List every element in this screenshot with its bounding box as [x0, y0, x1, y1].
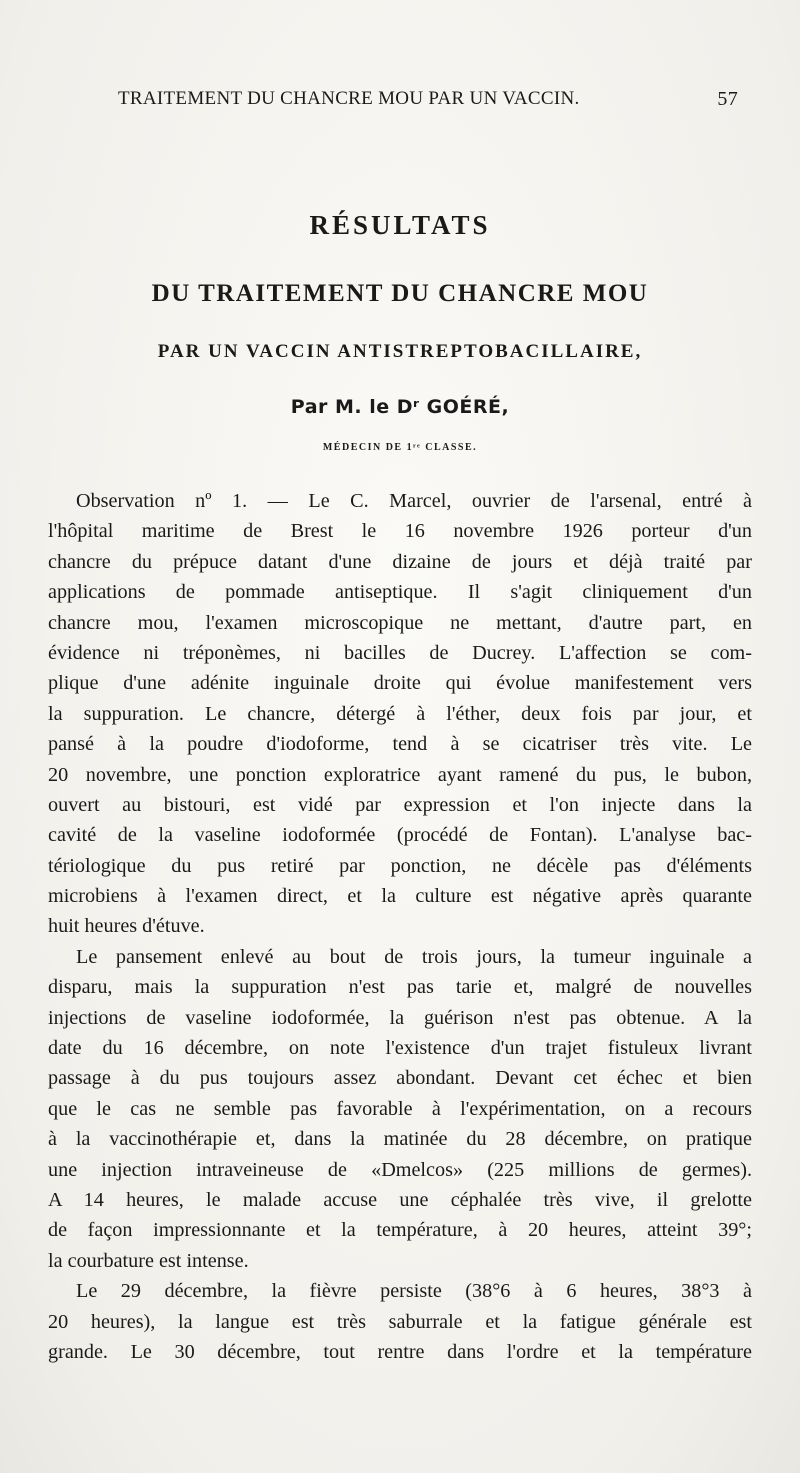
- body-line: une injection intraveineuse de «Dmelcos» (225 millions de germes).: [48, 1158, 752, 1181]
- body-line: injections de vaseline iodoformée, la guérison n'est pas obtenue. A la: [48, 1006, 752, 1029]
- body-line: grande. Le 30 décembre, tout rentre dans l'ordre et la température: [48, 1340, 752, 1363]
- body-line: disparu, mais la suppuration n'est pas tarie et, malgré de nouvelles: [48, 976, 752, 999]
- body-line: huit heures d'étuve.: [48, 915, 205, 938]
- body-line: microbiens à l'examen direct, et la culture est négative après quarante: [48, 885, 752, 908]
- body-line: 20 novembre, une ponction exploratrice ayant ramené du pus, le bubon,: [48, 763, 752, 786]
- body-line: évidence ni tréponèmes, ni bacilles de Ducrey. L'affection se com-: [48, 641, 752, 664]
- article-title-line-2: DU TRAITEMENT DU CHANCRE MOU: [151, 280, 649, 307]
- running-title: TRAITEMENT DU CHANCRE MOU PAR UN VACCIN.: [118, 88, 580, 109]
- body-line: Le 29 décembre, la fièvre persiste (38°6 à 6 heures, 38°3 à: [76, 1280, 752, 1303]
- body-line: A 14 heures, le malade accuse une céphalée très vive, il grelotte: [48, 1188, 752, 1211]
- article-title-line-3: PAR UN VACCIN ANTISTREPTOBACILLAIRE,: [157, 341, 643, 362]
- author-byline: Par M. le Dʳ GOÉRÉ,: [290, 396, 510, 418]
- body-line: Le pansement enlevé au bout de trois jours, la tumeur inguinale a: [76, 945, 752, 968]
- body-line: de façon impressionnante et la température, à 20 heures, atteint 39°;: [48, 1219, 752, 1242]
- running-header: [118, 88, 738, 118]
- body-line: chancre du prépuce datant d'une dizaine de jours et déjà traité par: [48, 550, 752, 573]
- body-line: applications de pommade antiseptique. Il s'agit cliniquement d'un: [48, 581, 752, 604]
- body-line: plique d'une adénite inguinale droite qui évolue manifestement vers: [48, 672, 752, 695]
- body-line: à la vaccinothérapie et, dans la matinée du 28 décembre, on pratique: [48, 1128, 752, 1151]
- body-line: ouvert au bistouri, est vidé par expression et l'on injecte dans la: [48, 793, 752, 816]
- body-line: la courbature est intense.: [48, 1249, 249, 1272]
- body-line: l'hôpital maritime de Brest le 16 novembre 1926 porteur d'un: [48, 520, 752, 543]
- body-line: pansé à la poudre d'iodoforme, tend à se cicatriser très vite. Le: [48, 733, 752, 756]
- body-line: que le cas ne semble pas favorable à l'expérimentation, on a recours: [48, 1097, 752, 1120]
- body-line: passage à du pus toujours assez abondant. Devant cet échec et bien: [48, 1067, 752, 1090]
- body-line: 20 heures), la langue est très saburrale et la fatigue générale est: [48, 1310, 752, 1333]
- page-number: 57: [717, 88, 738, 110]
- article-body: [48, 486, 752, 1367]
- article-title-line-1: RÉSULTATS: [309, 210, 491, 240]
- body-line: cavité de la vaseline iodoformée (procédé de Fontan). L'analyse bac-: [48, 824, 752, 847]
- author-rank: MÉDECIN DE 1ʳᵉ CLASSE.: [322, 442, 478, 453]
- body-line: date du 16 décembre, on note l'existence d'un trajet fistuleux livrant: [48, 1037, 752, 1060]
- body-line: tériologique du pus retiré par ponction, ne décèle pas d'éléments: [48, 854, 752, 877]
- body-line: Observation nº 1. — Le C. Marcel, ouvrier de l'arsenal, entré à: [76, 490, 752, 512]
- body-line: la suppuration. Le chancre, détergé à l'éther, deux fois par jour, et: [48, 702, 752, 725]
- body-line: chancre mou, l'examen microscopique ne mettant, d'autre part, en: [48, 611, 752, 634]
